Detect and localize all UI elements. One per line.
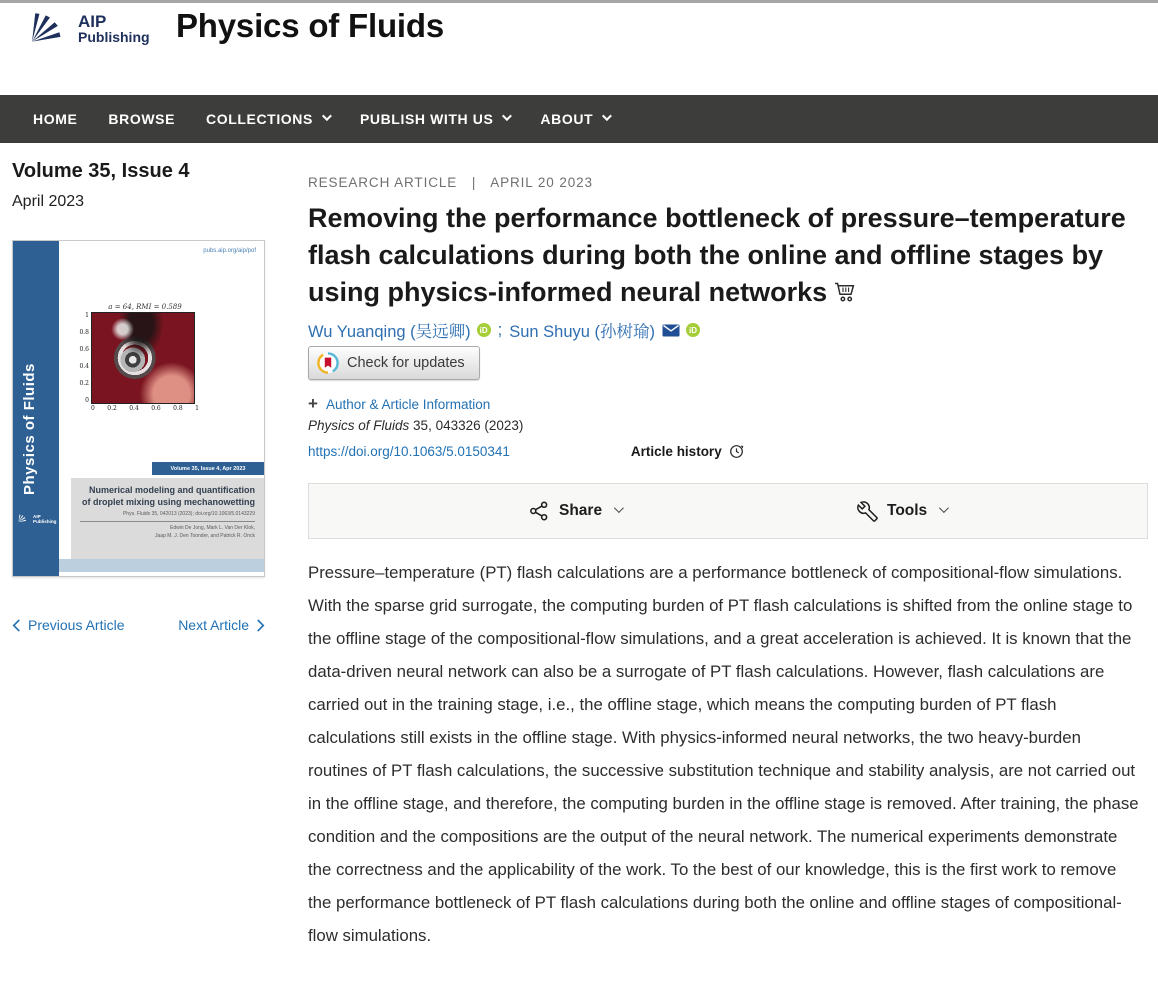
cover-spine-title: Physics of Fluids xyxy=(21,363,38,495)
nav-label-about: ABOUT xyxy=(540,111,594,127)
cover-featured-article xyxy=(71,478,264,560)
issue-sidebar xyxy=(12,160,265,633)
brand-text xyxy=(78,13,150,44)
article-pager xyxy=(12,617,265,633)
aip-publishing-logo[interactable] xyxy=(30,12,150,44)
nav-item-browse[interactable] xyxy=(108,111,175,127)
author-link-sun-shuyu[interactable]: Sun Shuyu (孙树瑜) xyxy=(509,323,656,341)
cover-authors-line1: Edwin De Jong, Mark L. Van Der Klok, xyxy=(170,525,255,532)
article-title xyxy=(308,200,1130,314)
buy-article-cart-icon[interactable] xyxy=(833,277,858,314)
cover-publisher-line2: Publishing xyxy=(33,518,57,524)
previous-article-link[interactable] xyxy=(12,617,124,633)
volume-heading: Volume 35, Issue 4 xyxy=(12,160,190,182)
chevron-down-icon xyxy=(322,111,332,121)
primary-nav xyxy=(0,95,1158,143)
site-header xyxy=(0,3,1158,95)
tools-label: Tools xyxy=(887,502,928,519)
citation-detail: 35, 043326 (2023) xyxy=(409,418,524,433)
history-clock-icon xyxy=(729,444,744,459)
share-label: Share xyxy=(559,502,603,519)
chevron-down-icon xyxy=(939,503,949,513)
aip-fan-icon-white xyxy=(18,514,29,523)
doi-link[interactable]: https://doi.org/10.1063/5.0150341 xyxy=(308,444,510,459)
article-kicker xyxy=(308,175,593,190)
chevron-right-icon xyxy=(256,619,265,632)
aip-fan-icon xyxy=(30,12,72,44)
cover-figure-x-ticks: 0 0.2 0.4 0.6 0.8 1 xyxy=(91,405,199,412)
crossmark-icon xyxy=(317,352,339,374)
next-article-link[interactable] xyxy=(178,617,265,633)
cover-authors-line2: Jaap M. J. Den Toonder, and Patrick R. Onck xyxy=(155,532,255,539)
share-button[interactable] xyxy=(528,484,621,538)
nav-label-publish: PUBLISH WITH US xyxy=(359,111,494,127)
cover-spine xyxy=(13,241,59,576)
nav-item-publish-with-us[interactable] xyxy=(360,111,509,127)
cover-featured-title: Numerical modeling and quantification of droplet mixing using mechanowetting xyxy=(81,485,255,507)
article-citation xyxy=(308,418,523,433)
cover-bottom-strip xyxy=(59,559,264,572)
chevron-left-icon xyxy=(12,619,21,632)
article-date: APRIL 20 2023 xyxy=(490,175,593,190)
article-abstract: Pressure–temperature (PT) flash calculations are a performance bottleneck of compositional-flow simulations. With the sparse grid surrogate, the computing burden of PT flash calculations is shifted from the online stage to the offline stage of the compositional-flow simulations, and a great acceleration is achieved. It is known that the data-driven neural network can also be a surrogate of PT flash calculations. However, flash calculations are carried out in the training stage, i.e., the offline stage, which means the computing burden of PT flash calculations still exists in the offline stage. With physics-informed neural networks, the two heavy-burden routines of PT flash calculations, the successive substitution technique and stability analysis, are not carried out in the offline stage, and therefore, the computing burden in the offline stage is removed. After training, the phase condition and the compositions are the output of the neural network. The numerical experiments demonstrate the correctness and the applicability of the work. To the best of our knowledge, this is the first work to remove the performance bottleneck of PT flash calculations during both the online and offline stages of compositional-flow simulations. xyxy=(308,563,1139,945)
author-separator: ; xyxy=(497,320,503,339)
chevron-down-icon xyxy=(614,503,624,513)
doi-history-row xyxy=(308,444,1130,459)
nav-item-about[interactable] xyxy=(540,111,609,127)
share-tools-bar xyxy=(308,483,1148,539)
author-link-wu-yuanqing[interactable]: Wu Yuanqing (吴远卿) xyxy=(308,323,471,341)
tools-button[interactable] xyxy=(857,484,946,538)
nav-label-home: HOME xyxy=(33,111,78,127)
check-for-updates-button[interactable] xyxy=(308,346,480,380)
nav-item-collections[interactable] xyxy=(206,111,329,127)
check-for-updates-label: Check for updates xyxy=(347,355,465,371)
email-icon[interactable] xyxy=(662,324,680,337)
chevron-down-icon xyxy=(502,111,512,121)
cover-publisher-mark xyxy=(18,514,56,524)
plus-icon: + xyxy=(308,394,318,413)
nav-label-browse: BROWSE xyxy=(108,111,176,127)
cover-figure-y-ticks: 1 0.8 0.6 0.4 0.2 0 xyxy=(79,312,89,404)
cover-figure xyxy=(75,303,235,412)
journal-cover-image[interactable] xyxy=(12,240,265,577)
article-history-label: Article history xyxy=(630,444,722,459)
author-article-information-toggle[interactable] xyxy=(308,394,490,414)
article-title-text: Removing the performance bottleneck of pressure–temperature flash calculations during both the online and offline stages by using physics-informed neural networks xyxy=(308,203,1126,307)
orcid-icon[interactable]: iD xyxy=(477,323,491,337)
cover-site-url: pubs.aip.org/aip/pof xyxy=(203,248,256,254)
article-history-toggle[interactable] xyxy=(631,444,744,459)
nav-item-home[interactable] xyxy=(33,111,77,127)
brand-line-1: AIP xyxy=(78,11,107,31)
author-byline xyxy=(308,318,700,342)
citation-journal-name: Physics of Fluids xyxy=(308,418,410,433)
share-icon xyxy=(528,500,550,522)
cover-divider xyxy=(80,521,255,522)
cover-publisher-line1: AIP xyxy=(33,513,41,519)
cover-featured-authors xyxy=(80,525,255,540)
wrench-icon xyxy=(857,501,878,522)
cover-publisher-text xyxy=(31,514,56,524)
brand-line-2: Publishing xyxy=(78,28,150,45)
next-article-label: Next Article xyxy=(178,617,249,633)
orcid-icon[interactable]: iD xyxy=(686,323,700,337)
journal-title[interactable]: Physics of Fluids xyxy=(176,7,444,44)
cover-figure-title: a = 64, RMI = 0.589 xyxy=(108,303,182,311)
cover-figure-plot xyxy=(91,312,195,404)
author-article-information-link[interactable]: Author & Article Information xyxy=(325,396,491,412)
cover-issue-banner: Volume 35, Issue 4, Apr 2023 xyxy=(152,462,264,475)
chevron-down-icon xyxy=(602,111,612,121)
issue-date: April 2023 xyxy=(12,193,85,210)
kicker-separator: | xyxy=(471,175,477,190)
cover-featured-citation: Phys. Fluids 35, 042013 (2023); doi.org/10.1063/5.0143229 xyxy=(122,511,255,518)
previous-article-label: Previous Article xyxy=(28,617,125,633)
nav-label-collections: COLLECTIONS xyxy=(206,111,313,127)
article-type-label: RESEARCH ARTICLE xyxy=(308,175,458,190)
